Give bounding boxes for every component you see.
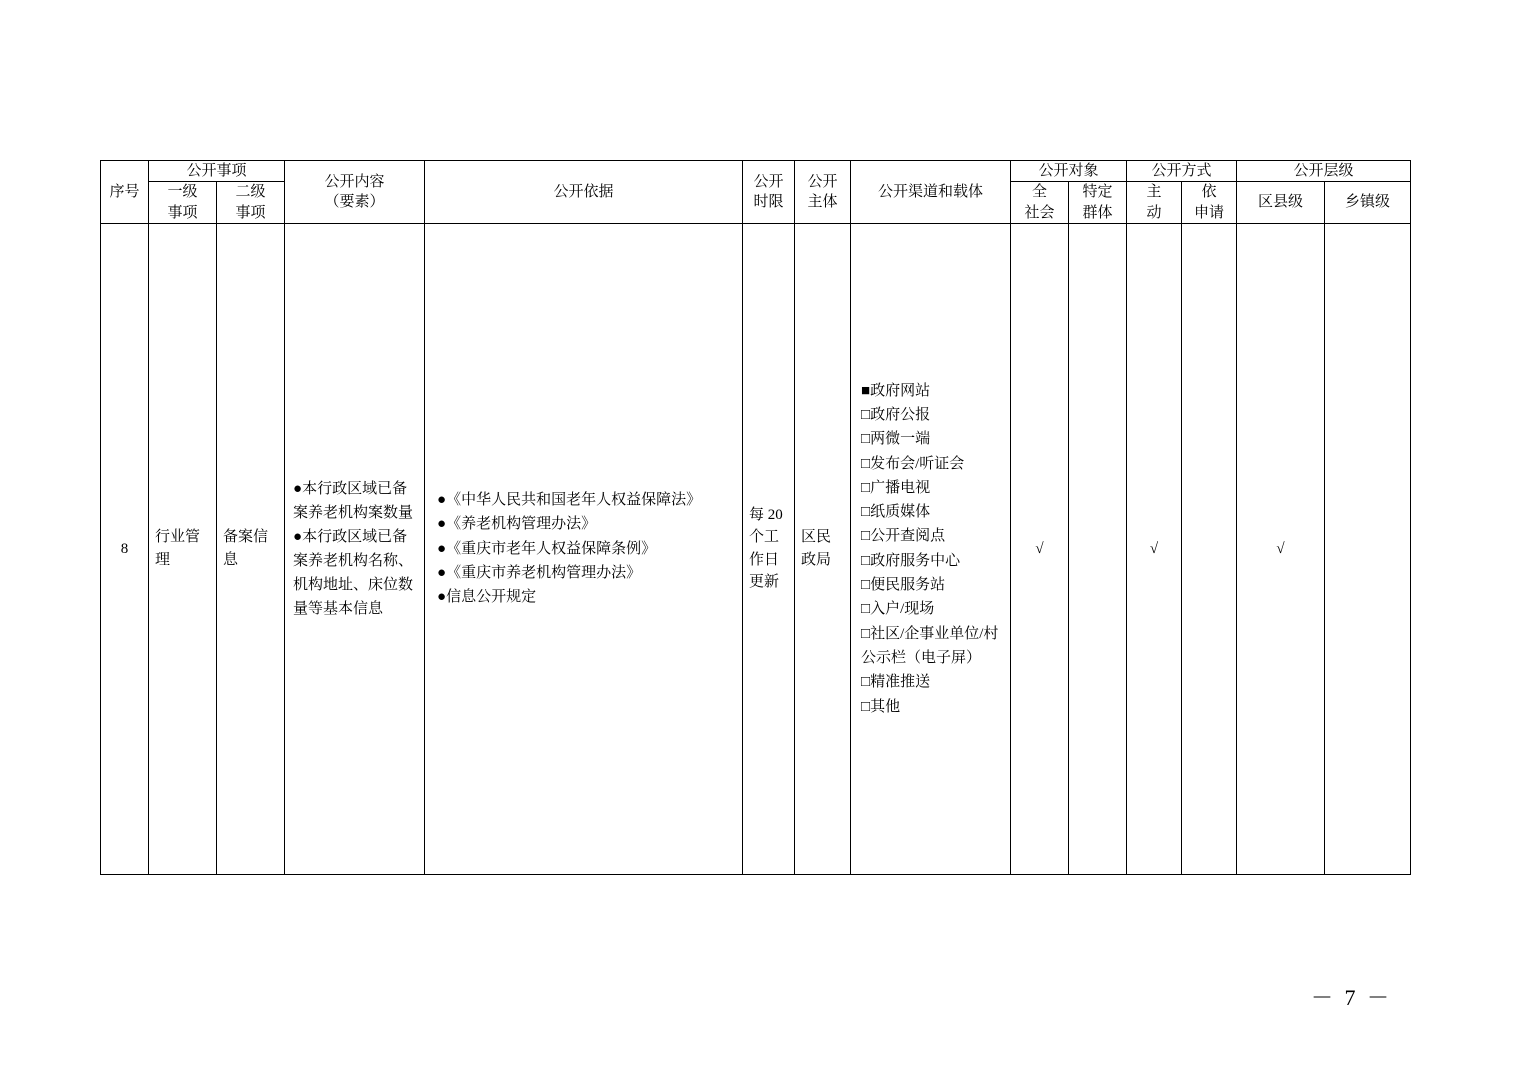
checkbox-unchecked-icon[interactable]: □: [861, 674, 871, 691]
checkbox-unchecked-icon[interactable]: □: [861, 625, 871, 642]
cell-time-limit: [743, 223, 795, 874]
header-level2: 二级 事项: [217, 182, 285, 224]
channel-option[interactable]: [861, 403, 1004, 427]
cell-content: [285, 223, 425, 874]
cell-time-limit-text: 每 20 个工作日更新: [749, 506, 783, 591]
header-level-district: 区县级: [1237, 182, 1325, 224]
channel-option[interactable]: [861, 379, 1004, 403]
channel-label: 两微一端: [870, 431, 931, 448]
channel-label: 政府公报: [870, 406, 931, 423]
channel-label: 便民服务站: [870, 577, 946, 594]
cell-channel: [851, 223, 1011, 874]
checkbox-unchecked-icon[interactable]: □: [861, 455, 871, 472]
header-group-items: 公开事项: [149, 161, 285, 182]
cell-mode-apply: [1182, 223, 1237, 874]
channel-label: 政府服务中心: [870, 552, 961, 569]
cell-audience-group: [1069, 223, 1127, 874]
basis-item: ●《重庆市老年人权益保障条例》: [437, 540, 657, 557]
channel-option[interactable]: [861, 452, 1004, 476]
checkbox-unchecked-icon[interactable]: □: [861, 552, 871, 569]
cell-level-district: √: [1237, 223, 1325, 874]
cell-subject-text: 区民政局: [801, 529, 832, 568]
channel-label: 精准推送: [870, 674, 931, 691]
header-seq: 序号: [101, 161, 149, 224]
basis-item: ●《重庆市养老机构管理办法》: [437, 564, 642, 581]
channel-label: 发布会/听证会: [870, 455, 965, 472]
content-item: ●本行政区域已备案养老机构案数量: [293, 480, 414, 521]
disclosure-table: [100, 160, 1411, 875]
channel-label: 公开查阅点: [870, 528, 946, 545]
header-channel: 公开渠道和载体: [851, 161, 1011, 224]
basis-item: ●《养老机构管理办法》: [437, 516, 597, 533]
cell-level-town: [1325, 223, 1411, 874]
cell-mode-active: √: [1127, 223, 1182, 874]
checkbox-checked-icon[interactable]: ■: [861, 382, 871, 399]
header-level1: 一级 事项: [149, 182, 217, 224]
channel-option[interactable]: [861, 500, 1004, 524]
checkbox-unchecked-icon[interactable]: □: [861, 431, 871, 448]
channel-option[interactable]: [861, 549, 1004, 573]
page-number: － 7 －: [1310, 985, 1392, 1010]
header-group-audience: 公开对象: [1011, 161, 1127, 182]
basis-item: ●信息公开规定: [437, 589, 537, 606]
header-audience-all: 全 社会: [1011, 182, 1069, 224]
channel-option[interactable]: [861, 573, 1004, 597]
channel-label: 政府网站: [870, 382, 931, 399]
channel-option[interactable]: [861, 597, 1004, 621]
cell-level1: [149, 223, 217, 874]
cell-level2: [217, 223, 285, 874]
basis-item: ●《中华人民共和国老年人权益保障法》: [437, 492, 702, 508]
cell-level2-text: 备案信息: [223, 529, 269, 568]
checkbox-unchecked-icon[interactable]: □: [861, 406, 871, 423]
table-header-row-1: [101, 161, 1411, 182]
header-mode-apply: 依 申请: [1182, 182, 1237, 224]
cell-level1-text: 行业管理: [155, 529, 201, 568]
cell-subject: [795, 223, 851, 874]
channel-option[interactable]: [861, 427, 1004, 451]
channel-label: 社区/企事业单位/村公示栏（电子屏）: [861, 625, 999, 666]
table-row: [101, 223, 1411, 874]
channel-label: 入户/现场: [870, 601, 935, 618]
channel-label: 纸质媒体: [870, 504, 931, 521]
checkbox-unchecked-icon[interactable]: □: [861, 698, 871, 715]
header-basis: 公开依据: [425, 161, 743, 224]
header-time-limit: 公开 时限: [743, 161, 795, 224]
channel-label: 其他: [870, 698, 901, 715]
checkbox-unchecked-icon[interactable]: □: [861, 577, 871, 594]
header-group-mode: 公开方式: [1127, 161, 1237, 182]
channel-option[interactable]: [861, 695, 1004, 719]
header-group-level: 公开层级: [1237, 161, 1411, 182]
cell-audience-all: √: [1011, 223, 1069, 874]
channel-option[interactable]: [861, 622, 1004, 671]
checkbox-unchecked-icon[interactable]: □: [861, 504, 871, 521]
checkbox-unchecked-icon[interactable]: □: [861, 479, 871, 496]
header-content: 公开内容 （要素）: [285, 161, 425, 224]
channel-option[interactable]: [861, 524, 1004, 548]
channel-option[interactable]: [861, 476, 1004, 500]
checkbox-unchecked-icon[interactable]: □: [861, 601, 871, 618]
checkbox-unchecked-icon[interactable]: □: [861, 528, 871, 545]
header-level-town: 乡镇级: [1325, 182, 1411, 224]
cell-seq: 8: [101, 223, 149, 874]
header-audience-group: 特定 群体: [1069, 182, 1127, 224]
channel-option[interactable]: [861, 670, 1004, 694]
channel-label: 广播电视: [870, 479, 931, 496]
content-item: ●本行政区域已备案养老机构名称、机构地址、床位数量等基本信息: [293, 528, 414, 617]
header-mode-active: 主 动: [1127, 182, 1182, 224]
header-subject: 公开 主体: [795, 161, 851, 224]
cell-basis: [425, 223, 743, 874]
